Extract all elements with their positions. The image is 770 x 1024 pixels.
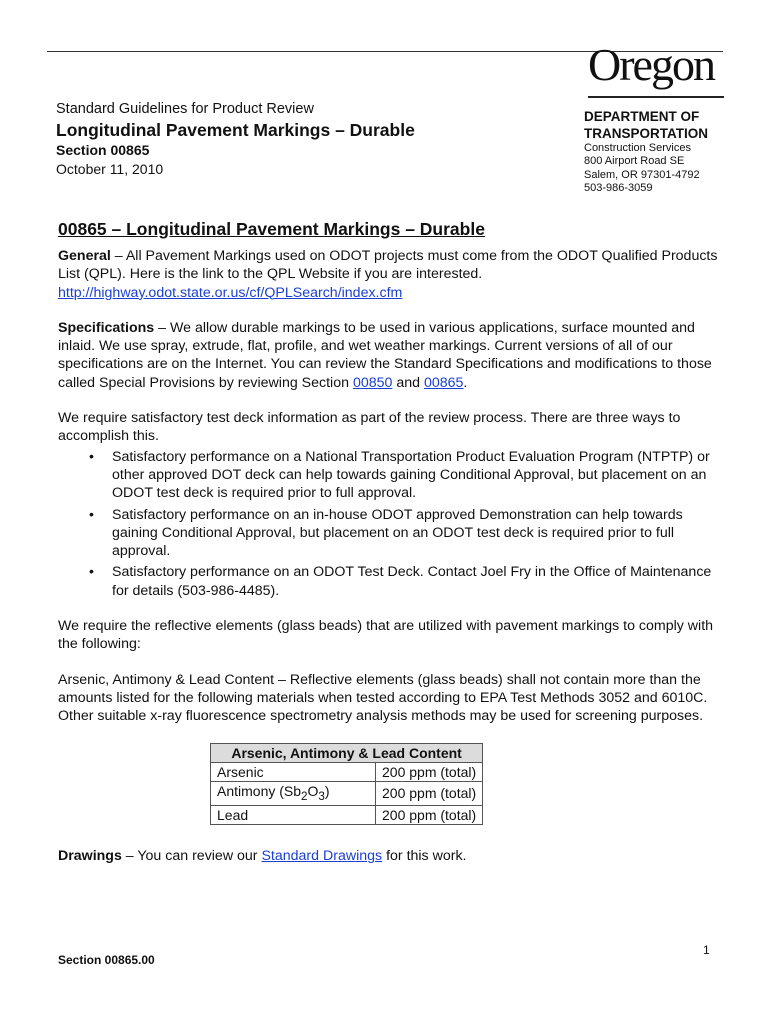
department-name bbox=[584, 108, 708, 142]
subscript: 3 bbox=[318, 789, 325, 803]
general-paragraph bbox=[58, 247, 718, 302]
department-address bbox=[584, 142, 700, 196]
section-00865-link[interactable]: 00865 bbox=[423, 374, 464, 391]
drawings-text: – You can review our bbox=[121, 848, 262, 865]
specifications-and: and bbox=[392, 374, 424, 391]
drawings-paragraph bbox=[58, 847, 718, 865]
list-item-text: Satisfactory performance on an ODOT Test Deck. Contact Joel Fry in the Office of Maintenance for details (503-986-4485). bbox=[112, 564, 712, 599]
general-label: General bbox=[58, 248, 111, 264]
table-header: Arsenic, Antimony & Lead Content bbox=[211, 743, 483, 762]
specifications-label: Specifications bbox=[58, 319, 155, 336]
page-number: 1 bbox=[703, 943, 710, 957]
bullet-icon: • bbox=[89, 448, 94, 465]
list-item bbox=[89, 448, 718, 503]
subscript: 2 bbox=[301, 789, 308, 803]
document-body bbox=[58, 219, 718, 883]
doc-subtitle: Standard Guidelines for Product Review bbox=[56, 101, 314, 117]
general-text: – All Pavement Markings used on ODOT projects must come from the ODOT Qualified Products List (QPL). Here is the link to the QPL Website if you are interested. bbox=[58, 248, 718, 283]
doc-date: October 11, 2010 bbox=[56, 161, 164, 177]
reflective-paragraph: We require the reflective elements (glass beads) that are utilized with pavement markings to comply with the following: bbox=[58, 618, 714, 653]
table-cell-limit: 200 ppm (total) bbox=[376, 762, 483, 781]
logo-underline bbox=[588, 96, 724, 98]
drawings-label: Drawings bbox=[58, 848, 122, 865]
list-item-text: Satisfactory performance on a National Transportation Product Evaluation Program (NTPTP) or other approved DOT deck can help towards gaining Conditional Approval, but placement on an ODOT test deck is required prior to full approval. bbox=[112, 448, 710, 502]
address-line: 503-986-3059 bbox=[584, 182, 653, 195]
department-line-1: DEPARTMENT OF bbox=[584, 109, 700, 124]
bullet-icon: • bbox=[89, 564, 94, 581]
standard-drawings-link[interactable]: Standard Drawings bbox=[261, 848, 383, 865]
section-heading: 00865 – Longitudinal Pavement Markings – Durable bbox=[58, 219, 485, 239]
content-limits-paragraph: Arsenic, Antimony & Lead Content – Reflective elements (glass beads) shall not contain more than the amounts listed for the following materials when tested according to EPA Test Methods 3052 and 6010C. Other suitable x-ray fluorescence spectrometry analysis methods may be used for screening purposes. bbox=[58, 671, 708, 725]
content-table bbox=[210, 743, 483, 826]
specifications-text: – We allow durable markings to be used in various applications, surface mounted and inlaid. We use spray, extrude, flat, profile, and wet weather markings. Current versions of all of our specifications are on the Internet. You can review the Standard Specifications and modifications to those called Special Provisions by reviewing Section bbox=[58, 319, 712, 391]
footer-section: Section 00865.00 bbox=[58, 953, 155, 967]
section-00850-link[interactable]: 00850 bbox=[352, 374, 393, 391]
table-row bbox=[211, 806, 483, 825]
drawings-end: for this work. bbox=[382, 848, 467, 865]
table-row bbox=[211, 762, 483, 781]
table-cell-material: Lead bbox=[211, 806, 376, 825]
table-header-row bbox=[211, 743, 483, 762]
oregon-logo: Oregon bbox=[588, 39, 714, 90]
material-mid: O bbox=[307, 782, 319, 799]
table-cell-limit: 200 ppm (total) bbox=[376, 781, 483, 806]
list-item bbox=[89, 563, 718, 600]
test-deck-list bbox=[58, 448, 718, 600]
address-line: Construction Services bbox=[584, 142, 691, 154]
table-cell-material: Arsenic bbox=[211, 762, 376, 781]
list-item-text: Satisfactory performance on an in-house ODOT approved Demonstration can help towards gaining Conditional Approval, but placement on an ODOT test deck is required prior to full approval. bbox=[112, 506, 683, 560]
address-line: 800 Airport Road SE bbox=[584, 155, 685, 168]
table-row bbox=[211, 781, 483, 806]
test-deck-intro: We require satisfactory test deck information as part of the review process. There are three ways to accomplish this. bbox=[58, 410, 681, 445]
department-line-2: TRANSPORTATION bbox=[584, 126, 708, 141]
qpl-link[interactable]: http://highway.odot.state.or.us/cf/QPLSearch/index.cfm bbox=[58, 284, 403, 301]
material-suffix: ) bbox=[324, 782, 330, 799]
list-item bbox=[89, 506, 718, 561]
address-line: Salem, OR 97301-4792 bbox=[584, 168, 700, 181]
table-cell-material bbox=[211, 781, 376, 806]
bullet-icon: • bbox=[89, 506, 94, 523]
specifications-paragraph bbox=[58, 319, 718, 392]
table-cell-limit: 200 ppm (total) bbox=[376, 806, 483, 825]
specifications-end: . bbox=[463, 374, 468, 391]
doc-section: Section 00865 bbox=[56, 142, 150, 158]
material-prefix: Antimony (Sb bbox=[217, 782, 302, 799]
doc-title: Longitudinal Pavement Markings – Durable bbox=[56, 120, 415, 140]
